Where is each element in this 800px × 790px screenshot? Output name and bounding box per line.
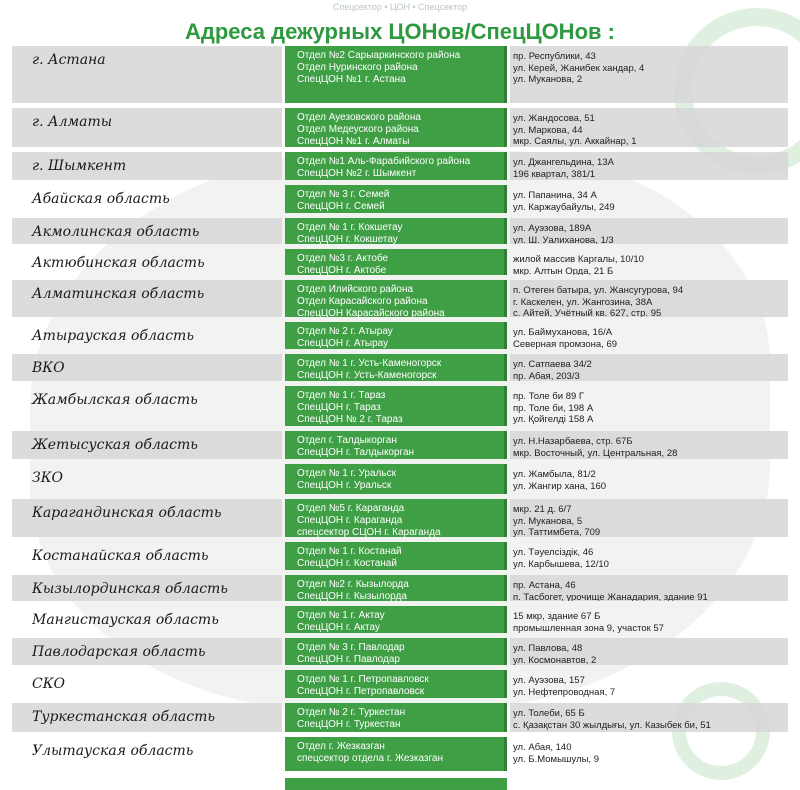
office-line: СпецЦОН г. Талдыкорган (297, 447, 415, 458)
office-line: Отдел Карасайского района (297, 296, 428, 307)
region-name: Атырауская область (32, 328, 194, 344)
address-cell (510, 575, 788, 601)
office-line: Отдел № 2 г. Атырау (297, 326, 393, 337)
office-line: Отдел № 1 г. Тараз (297, 390, 386, 401)
address-cell (510, 185, 788, 213)
office-line: Отдел № 3 г. Павлодар (297, 642, 405, 653)
table-row (12, 606, 788, 637)
office-cell (285, 322, 507, 349)
office-line: СпецЦОН г. Караганда (297, 515, 403, 526)
office-line: СпецЦОН № 2 г. Тараз (297, 414, 403, 425)
address-line: ул. Джангельдина, 13А (513, 157, 614, 168)
office-cell (285, 703, 507, 732)
address-line: ул. Космонавтов, 2 (513, 654, 597, 665)
office-line: СпецЦОН г. Тараз (297, 402, 381, 413)
office-line: Отдел Нуринского района (297, 62, 418, 73)
region-name: Жетысуская область (12, 431, 282, 459)
table-row (12, 499, 788, 541)
office-line: Отдел г. Талдыкорган (297, 435, 397, 446)
table-row (12, 280, 788, 321)
office-line: Отдел № 1 г. Усть-Каменогорск (297, 358, 442, 369)
address-line: ул. Павлова, 48 (513, 643, 583, 654)
table-row (12, 638, 788, 669)
address-line: мкр. Алтын Орда, 21 Б (513, 265, 614, 275)
region-name: ВКО (12, 354, 282, 381)
office-cell (285, 185, 507, 213)
address-line: ул. Муканова, 2 (513, 74, 583, 85)
office-line: Отдел №1 Аль-Фарабийского района (297, 156, 471, 167)
address-cell (510, 218, 788, 244)
office-cell (285, 108, 507, 147)
table-row (12, 152, 788, 184)
office-cell (285, 542, 507, 570)
address-line: ул. Нефтепроводная, 7 (513, 686, 616, 698)
address-line: с. Айтей, Учётный кв. 627, стр. 95 (513, 308, 662, 317)
address-line: ул. Б.Момышулы, 9 (513, 753, 599, 765)
address-line: ул. Таттимбета, 709 (513, 527, 601, 537)
office-line: Отдел № 3 г. Семей (297, 189, 390, 200)
address-line: мкр. 21 д. 6/7 (513, 504, 572, 515)
region-name: Абайская область (32, 191, 170, 207)
address-line: ул. Тәуелсіздік, 46 (513, 547, 594, 558)
region-name: г. Алматы (12, 108, 282, 147)
address-line: пр. Толе би 89 Г (513, 391, 585, 402)
address-line: ул. Муканова, 5 (513, 515, 583, 527)
office-cell (285, 46, 507, 103)
office-line: СпецЦОН г. Актобе (297, 265, 387, 275)
table-row (12, 575, 788, 605)
address-line: пр. Толе би, 198 А (513, 402, 594, 414)
office-cell (285, 152, 507, 180)
address-cell (510, 464, 788, 494)
office-line: СпецЦОН г. Усть-Каменогорск (297, 370, 437, 381)
office-line: Отдел № 1 г. Уральск (297, 468, 396, 479)
region-name: Туркестанская область (12, 703, 282, 732)
region-name: Карагандинская область (12, 499, 282, 537)
region-name: Павлодарская область (12, 638, 282, 665)
table-row (12, 703, 788, 736)
address-cell (510, 606, 788, 633)
table-row (12, 386, 788, 430)
address-cell (510, 386, 788, 426)
address-cell (510, 670, 788, 698)
address-line: ул. Абая, 140 (513, 742, 572, 753)
office-line: СпецЦОН г. Кызылорда (297, 591, 407, 601)
office-line: Отдел № 1 г. Петропавловск (297, 674, 429, 685)
office-line: Отдел №5 г. Караганда (297, 503, 405, 514)
address-cell (510, 249, 788, 275)
office-line: Отдел Медеуского района (297, 124, 419, 135)
office-line: СпецЦОН г. Актау (297, 622, 380, 633)
table-row (12, 46, 788, 107)
address-line: ул. Каржаубайулы, 249 (513, 201, 615, 213)
office-line: Отдел №3 г. Актобе (297, 253, 389, 264)
page-title: Адреса дежурных ЦОНов/СпецЦОНов : (185, 19, 615, 44)
office-cell (285, 431, 507, 459)
address-line: мкр. Восточный, ул. Центральная, 28 (513, 447, 678, 459)
table-row (12, 670, 788, 702)
address-cell (510, 152, 788, 180)
region-name: Акмолинская область (12, 218, 282, 244)
address-cell (510, 638, 788, 665)
table-row (12, 542, 788, 574)
office-cell (285, 499, 507, 537)
address-line: с. Қазақстан 30 жылдығы, ул. Казыбек би, 51 (513, 719, 711, 731)
region-name: Актюбинская область (32, 255, 205, 271)
office-line: СпецЦОН г. Атырау (297, 338, 389, 349)
office-line: Отдел № 2 г. Туркестан (297, 707, 406, 718)
office-line: СпецЦОН №1 г. Астана (297, 74, 406, 85)
table-row (12, 354, 788, 385)
region-name: СКО (32, 676, 66, 692)
address-line: п. Тасбогет, урочище Жанадария, здание 91 (513, 591, 708, 601)
office-line: Отдел Ауезовского района (297, 112, 421, 123)
table-row (12, 464, 788, 498)
office-line: Отдел г. Жезказган (297, 741, 385, 752)
office-line: СпецЦОН №1 г. Алматы (297, 136, 410, 147)
address-line: жилой массив Каргалы, 10/10 (513, 254, 644, 265)
address-line: ул. Карбышева, 12/10 (513, 558, 609, 570)
address-line: пр. Республики, 43 (513, 51, 596, 62)
address-line: 15 мкр, здание 67 Б (513, 611, 601, 622)
office-line: Отдел № 1 г. Кокшетау (297, 222, 403, 233)
column-footer (285, 778, 507, 790)
office-cell (285, 606, 507, 633)
address-line: ул. Толеби, 65 Б (513, 708, 585, 719)
region-name: ЗКО (32, 470, 64, 486)
region-name: Жамбылская область (32, 392, 198, 408)
address-line: ул. Маркова, 44 (513, 124, 583, 136)
address-cell (510, 354, 788, 381)
table-row (12, 322, 788, 353)
address-line: пр. Астана, 46 (513, 580, 576, 591)
region-name: г. Шымкент (12, 152, 282, 180)
address-cell (510, 280, 788, 317)
address-line: Северная промзона, 69 (513, 338, 618, 349)
office-cell (285, 464, 507, 494)
office-line: СпецЦОН №2 г. Шымкент (297, 168, 417, 179)
address-line: п. Отеген батыра, ул. Жансугурова, 94 (513, 285, 684, 296)
office-line: СпецЦОН г. Костанай (297, 558, 397, 569)
office-cell (285, 386, 507, 426)
office-cell (285, 670, 507, 698)
address-line: ул. Ауэзова, 189А (513, 223, 592, 234)
address-line: ул. Ш. Уалиханова, 1/3 (513, 234, 614, 244)
address-cell (510, 322, 788, 349)
office-line: Отдел № 1 г. Костанай (297, 546, 402, 557)
region-name: Улытауская область (32, 743, 194, 759)
office-cell (285, 737, 507, 771)
address-cell (510, 737, 788, 771)
address-line: ул. Сатпаева 34/2 (513, 359, 592, 370)
office-line: СпецЦОН г. Кокшетау (297, 234, 398, 244)
office-line: Отдел Илийского района (297, 284, 414, 295)
address-line: г. Каскелен, ул. Жангозина, 38А (513, 296, 653, 308)
office-line: спецсектор СЦОН г. Караганда (297, 527, 441, 537)
office-cell (285, 575, 507, 601)
address-cell (510, 703, 788, 732)
address-cell (510, 542, 788, 570)
office-line: СпецЦОН г. Туркестан (297, 719, 401, 730)
address-cell (510, 499, 788, 537)
office-line: СпецЦОН г. Уральск (297, 480, 392, 491)
office-line: Отдел №2 Сарыаркинского района (297, 50, 461, 61)
office-line: СпецЦОН Карасайского района (297, 308, 445, 317)
region-name: Кызылординская область (12, 575, 282, 601)
address-line: мкр. Саялы, ул. Аккайнар, 1 (513, 136, 637, 147)
address-line: промышленная зона 9, участок 57 (513, 622, 664, 633)
table-row (12, 108, 788, 151)
office-line: СпецЦОН г. Семей (297, 201, 385, 212)
region-name: г. Астана (12, 46, 282, 103)
address-line: ул. Қойгелді 158 А (513, 414, 594, 425)
address-line: ул. Жангир хана, 160 (513, 480, 607, 492)
region-name: Мангистауская область (32, 612, 219, 628)
office-cell (285, 280, 507, 317)
table-row (12, 185, 788, 217)
address-cell (510, 46, 788, 103)
address-line: 196 квартал, 381/1 (513, 168, 596, 180)
office-line: СпецЦОН г. Петропавловск (297, 686, 425, 697)
address-line: ул. Жамбыла, 81/2 (513, 469, 596, 480)
office-line: Отдел №2 г. Кызылорда (297, 579, 409, 590)
address-line: ул. Н.Назарбаева, стр. 67Б (513, 436, 633, 447)
office-cell (285, 249, 507, 275)
address-line: ул. Ауэзова, 157 (513, 675, 585, 686)
office-cell (285, 638, 507, 665)
region-name: Алматинская область (12, 280, 282, 317)
office-line: Отдел № 1 г. Актау (297, 610, 385, 621)
office-cell (285, 354, 507, 381)
office-line: спецсектор отдела г. Жезказган (297, 753, 444, 764)
table-row (12, 737, 788, 775)
address-line: ул. Керей, Жанибек хандар, 4 (513, 62, 645, 74)
region-name: Костанайская область (32, 548, 209, 564)
table-row (12, 431, 788, 463)
address-cell (510, 431, 788, 459)
address-line: ул. Жандосова, 51 (513, 113, 595, 124)
address-line: ул. Папанина, 34 А (513, 190, 597, 201)
office-line: СпецЦОН г. Павлодар (297, 654, 400, 665)
top-note: Спецсектор • ЦОН • Спецсектор (332, 2, 468, 12)
address-cell (510, 108, 788, 147)
table-row (12, 249, 788, 279)
address-line: ул. Баймуханова, 16/А (513, 327, 613, 338)
table-row (12, 218, 788, 248)
office-cell (285, 218, 507, 244)
address-line: пр. Абая, 203/3 (513, 370, 580, 381)
